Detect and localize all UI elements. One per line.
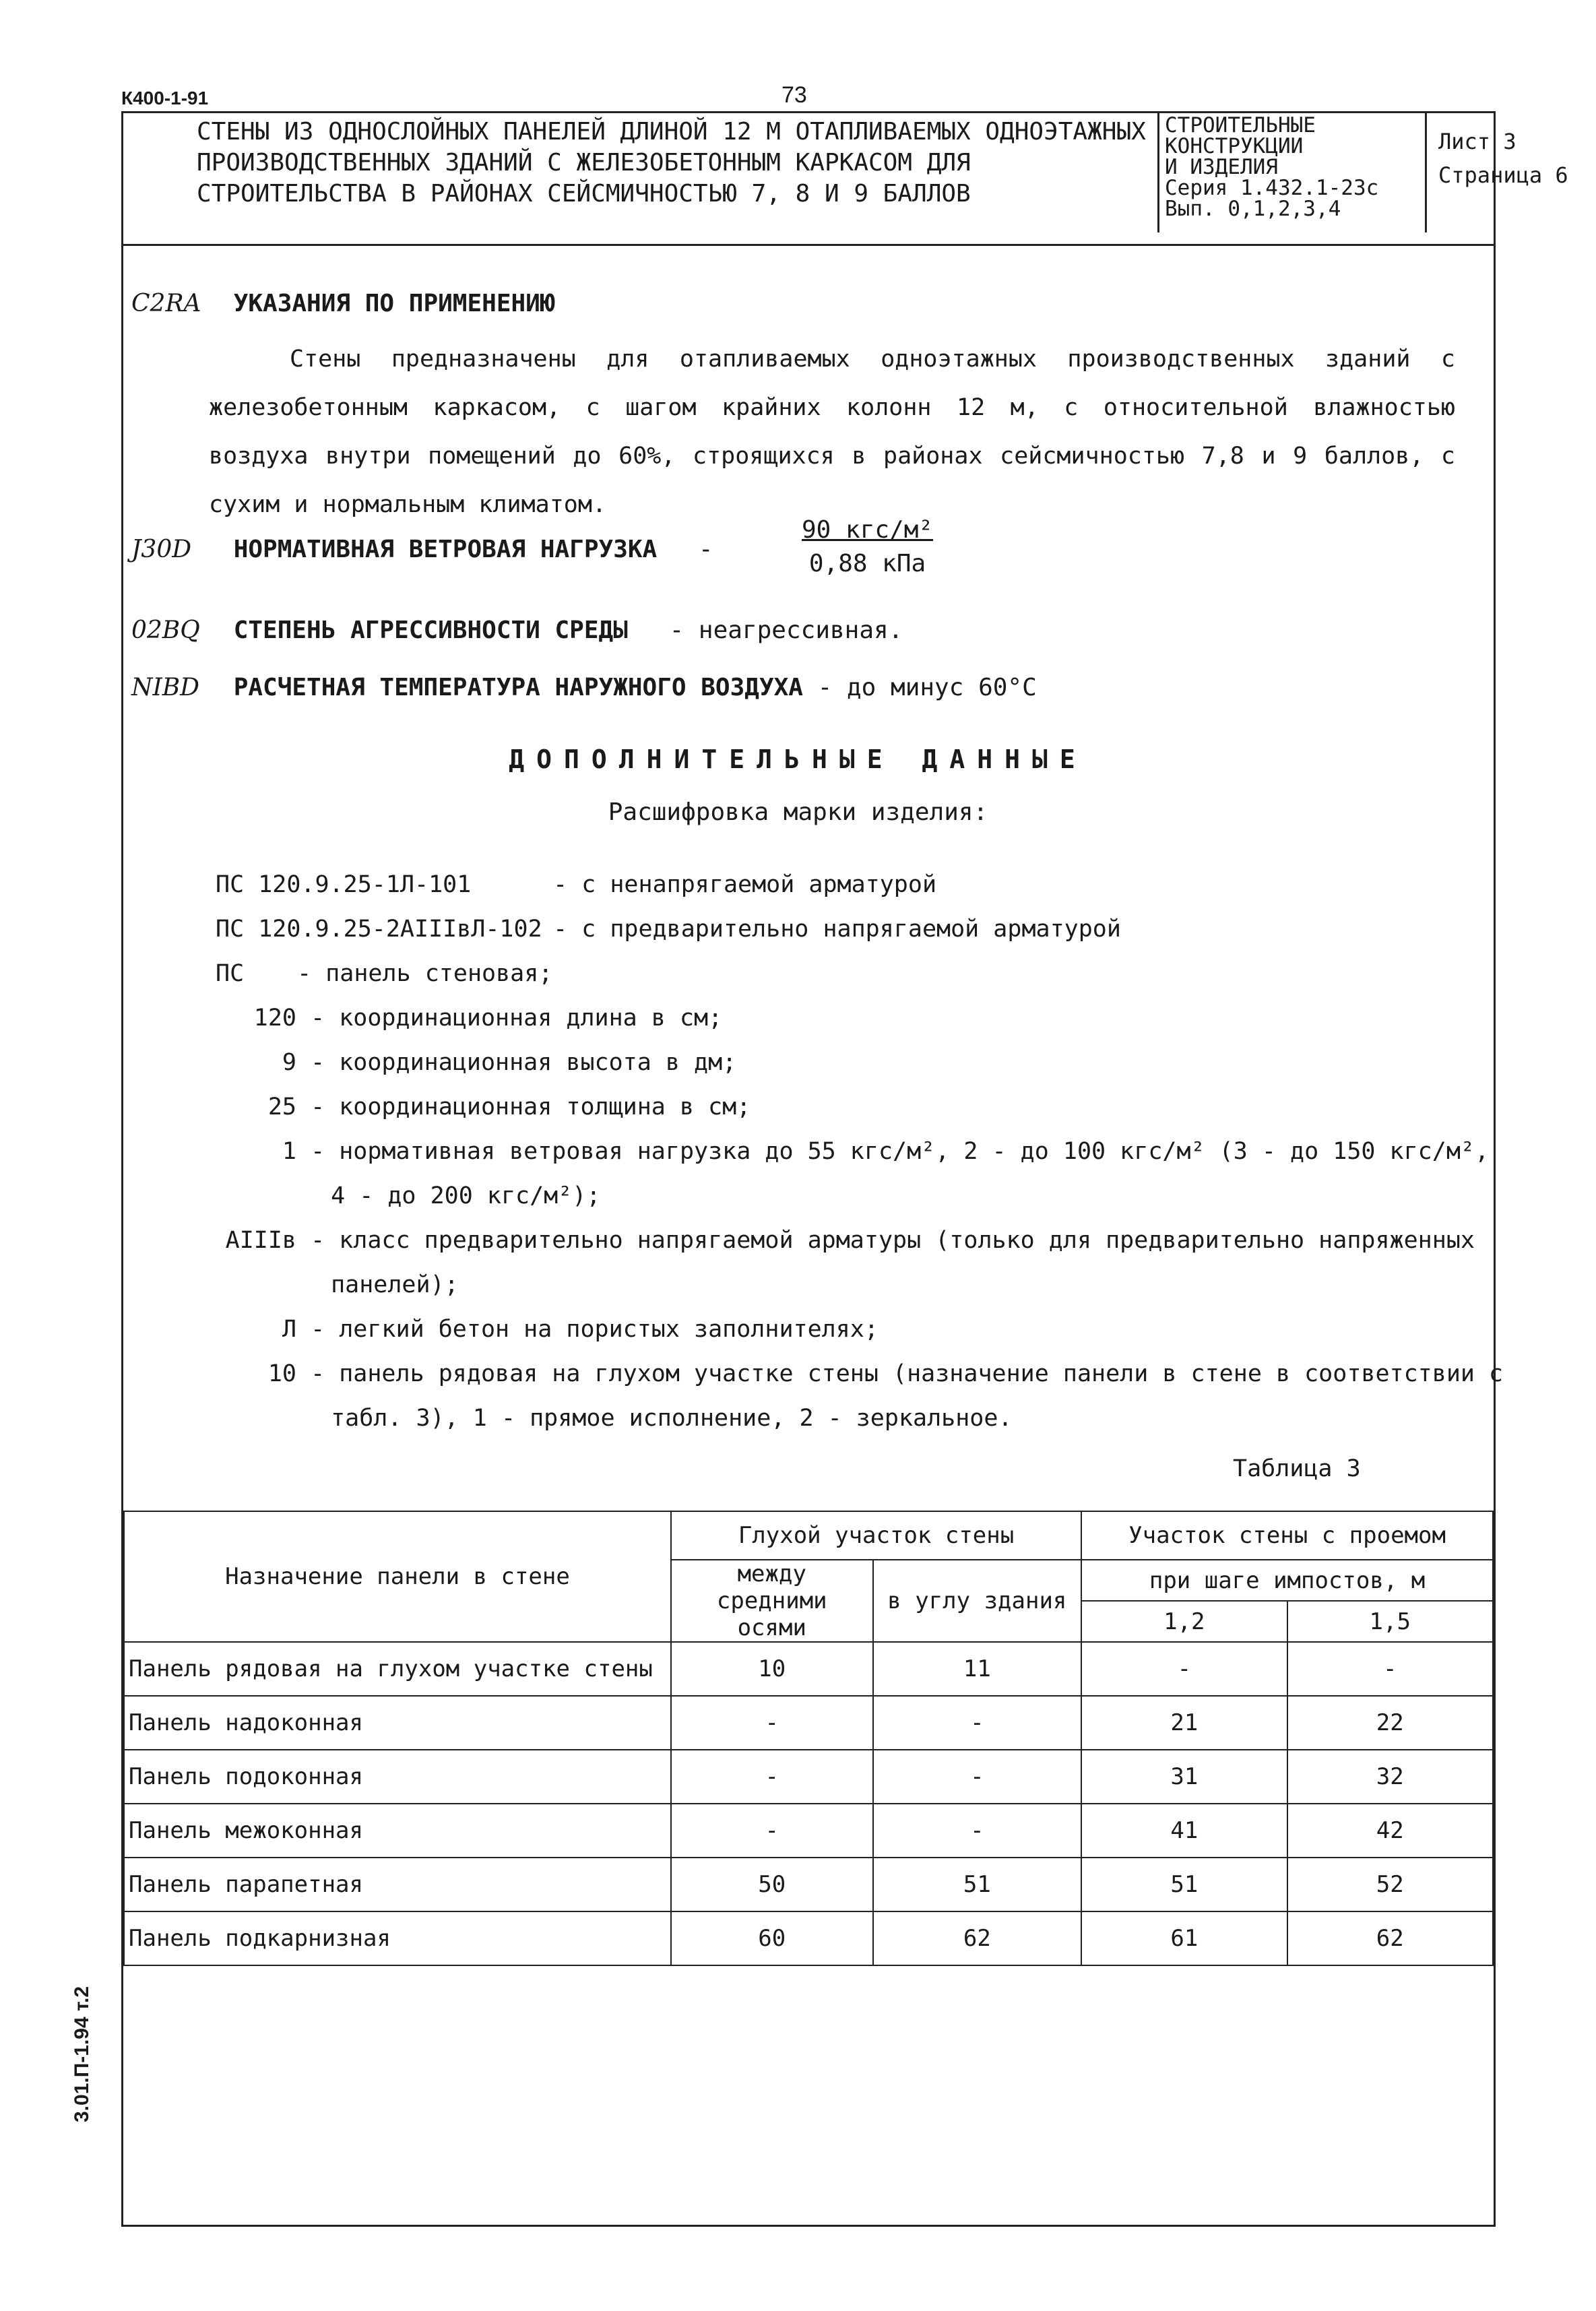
temperature-row <box>131 674 1037 701</box>
legend-key: 25 <box>267 1094 296 1120</box>
table-cell: 52 <box>1287 1858 1493 1911</box>
table-row <box>124 1642 1493 1696</box>
table-cell: Панель подкарнизная <box>124 1911 671 1965</box>
mark-code: ПС 120.9.25-1Л-101 <box>216 871 472 898</box>
wind-value-kpa: 0,88 кПа <box>808 550 926 577</box>
table-cell: Панель межоконная <box>124 1804 671 1858</box>
mark-description: - с предварительно напрягаемой арматурой <box>553 916 1121 943</box>
legend-key: 9 <box>282 1049 296 1076</box>
table-cell: 21 <box>1081 1696 1287 1750</box>
wind-value <box>802 513 933 581</box>
table-row <box>124 1750 1493 1804</box>
section-code: 02BQ <box>131 616 200 644</box>
table-cell: Панель рядовая на глухом участке стены <box>124 1642 671 1696</box>
table-cell: 42 <box>1287 1804 1493 1858</box>
mark-example <box>216 862 1503 907</box>
mark-description: - с ненапрягаемой арматурой <box>553 871 937 898</box>
col-header-1-2: 1,2 <box>1081 1601 1287 1642</box>
table-cell: 61 <box>1081 1911 1287 1965</box>
table-cell: - <box>873 1750 1082 1804</box>
legend-desc: - нормативная ветровая нагрузка до 55 кгс/м², 2 - до 100 кгс/м² (3 - до 150 кгс/м², <box>311 1138 1490 1165</box>
temperature-value: - до минус 60°С <box>817 674 1037 701</box>
mark-decoding-heading: Расшифровка марки изделия: <box>608 798 988 826</box>
aggressiveness-heading: СТЕПЕНЬ АГРЕССИВНОСТИ СРЕДЫ <box>233 616 628 644</box>
col-header-blind: Глухой участок стены <box>671 1511 1081 1560</box>
section-code: J30D <box>131 536 192 563</box>
application-heading-row <box>131 290 555 317</box>
table-row <box>124 1911 1493 1965</box>
table-cell: 22 <box>1287 1696 1493 1750</box>
panel-purpose-table <box>123 1511 1494 1966</box>
category-box <box>1157 111 1427 232</box>
table-cell: 32 <box>1287 1750 1493 1804</box>
col-header-corner: в углу здания <box>873 1560 1082 1642</box>
section-code: C2RA <box>131 290 201 317</box>
wind-dash: - <box>698 536 713 563</box>
mark-code: ПС 120.9.25-2АIIIвЛ-102 <box>216 916 542 943</box>
legend-item <box>216 1174 1503 1218</box>
category-line: И ИЗДЕЛИЯ <box>1165 155 1278 179</box>
legend-desc: - координационная высота в дм; <box>311 1049 737 1076</box>
aggressiveness-row <box>131 616 903 644</box>
col-header-step: при шаге импостов, м <box>1081 1560 1493 1601</box>
table-cell: 11 <box>873 1642 1082 1696</box>
aggressiveness-value: - неагрессивная. <box>669 616 903 644</box>
legend-key: АIIIв <box>225 1227 296 1254</box>
table-cell: 50 <box>671 1858 873 1911</box>
document-code: К400-1-91 <box>121 88 209 108</box>
application-heading: УКАЗАНИЯ ПО ПРИМЕНЕНИЮ <box>233 290 555 317</box>
table-row <box>124 1696 1493 1750</box>
table-cell: 41 <box>1081 1804 1287 1858</box>
legend-desc: панелей); <box>331 1271 459 1298</box>
legend-key: 120 <box>253 1005 296 1032</box>
legend-item <box>216 996 1503 1040</box>
table-cell: 51 <box>873 1858 1082 1911</box>
legend-desc: - класс предварительно напрягаемой арматуры (только для предварительно напряженных <box>311 1227 1475 1254</box>
page-label: Страница 6 <box>1438 162 1568 188</box>
table-cell: - <box>671 1750 873 1804</box>
table-caption: Таблица 3 <box>1233 1455 1361 1482</box>
mark-example <box>216 907 1503 951</box>
col-header-1-5: 1,5 <box>1287 1601 1493 1642</box>
legend-key: 10 <box>267 1360 296 1387</box>
category-line: КОНСТРУКЦИИ <box>1165 134 1304 158</box>
table-row <box>124 1804 1493 1858</box>
legend-desc: - легкий бетон на пористых заполнителях; <box>311 1316 879 1343</box>
table-cell: - <box>671 1696 873 1750</box>
legend-key: 1 <box>282 1138 296 1165</box>
title-block <box>121 111 1568 246</box>
col-header-middle: между средними осями <box>671 1560 873 1642</box>
table-cell: - <box>1081 1642 1287 1696</box>
col-header-opening: Участок стены с проемом <box>1081 1511 1493 1560</box>
table-row <box>124 1858 1493 1911</box>
side-stamp: 3.01.П-1.94 т.2 <box>71 1986 93 2122</box>
section-code: NIBD <box>131 674 200 701</box>
legend-desc: - координационная длина в см; <box>311 1005 723 1032</box>
legend-key: ПС <box>216 960 245 987</box>
legend-item <box>216 951 1503 996</box>
legend-item <box>216 1085 1503 1129</box>
mark-decoding-list <box>216 862 1503 1441</box>
legend-item <box>216 1129 1503 1174</box>
table-cell: 62 <box>1287 1911 1493 1965</box>
table-cell: 60 <box>671 1911 873 1965</box>
legend-desc: - панель рядовая на глухом участке стены (назначение панели в стене в соответствии с <box>311 1360 1504 1387</box>
table-cell: 62 <box>873 1911 1082 1965</box>
wind-row <box>131 536 713 563</box>
table-cell: 10 <box>671 1642 873 1696</box>
table-cell: - <box>1287 1642 1493 1696</box>
legend-key: Л <box>282 1316 296 1343</box>
legend-item <box>216 1307 1503 1352</box>
table-cell: Панель подоконная <box>124 1750 671 1804</box>
legend-desc: табл. 3), 1 - прямое исполнение, 2 - зеркальное. <box>331 1405 1013 1432</box>
wind-value-kgf: 90 кгс/м² <box>802 516 934 544</box>
temperature-heading: РАСЧЕТНАЯ ТЕМПЕРАТУРА НАРУЖНОГО ВОЗДУХА <box>233 674 803 701</box>
legend-item <box>216 1396 1503 1441</box>
table-cell: - <box>873 1804 1082 1858</box>
table-cell: Панель надоконная <box>124 1696 671 1750</box>
additional-heading: ДОПОЛНИТЕЛЬНЫЕ ДАННЫЕ <box>509 745 1087 774</box>
sheet-info <box>1432 125 1596 192</box>
legend-item <box>216 1040 1503 1085</box>
issue-line: Вып. 0,1,2,3,4 <box>1165 197 1341 221</box>
wind-heading: НОРМАТИВНАЯ ВЕТРОВАЯ НАГРУЗКА <box>233 536 658 563</box>
legend-desc: - координационная толщина в см; <box>311 1094 751 1120</box>
col-header-purpose: Назначение панели в стене <box>124 1511 671 1642</box>
table-cell: 31 <box>1081 1750 1287 1804</box>
legend-item <box>216 1352 1503 1396</box>
page-number: 73 <box>781 82 807 108</box>
legend-item <box>216 1263 1503 1307</box>
category-line: СТРОИТЕЛЬНЫЕ <box>1165 113 1316 137</box>
document-title: СТЕНЫ ИЗ ОДНОСЛОЙНЫХ ПАНЕЛЕЙ ДЛИНОЙ 12 М ОТАПЛИВАЕМЫХ ОДНОЭТАЖНЫХ ПРОИЗВОДСТВЕННЫХ ЗДАНИЙ С ЖЕЛЕЗОБЕТОННЫМ КАРКАСОМ ДЛЯ СТРОИТЕЛЬСТВА В РАЙОНАХ СЕЙСМИЧНОСТЬЮ 7, 8 И 9 БАЛЛОВ <box>197 118 1146 208</box>
legend-desc: - панель стеновая; <box>297 960 553 987</box>
sheet-label: Лист 3 <box>1438 129 1517 154</box>
legend-desc: 4 - до 200 кгс/м²); <box>331 1182 601 1209</box>
table-cell: 51 <box>1081 1858 1287 1911</box>
series-line: Серия 1.432.1-23с <box>1165 176 1379 200</box>
table-cell: - <box>873 1696 1082 1750</box>
table-cell: Панель парапетная <box>124 1858 671 1911</box>
legend-item <box>216 1218 1503 1263</box>
table-cell: - <box>671 1804 873 1858</box>
application-body: Стены предназначены для отапливаемых одноэтажных производственных зданий с железобетонным каркасом, с шагом крайних колонн 12 м, с относительной влажностью воздуха внутри помещений до 60%, строящихся в районах сейсмичностью 7,8 и 9 баллов, с сухим и нормальным климатом. <box>209 346 1455 518</box>
application-text <box>209 335 1455 529</box>
